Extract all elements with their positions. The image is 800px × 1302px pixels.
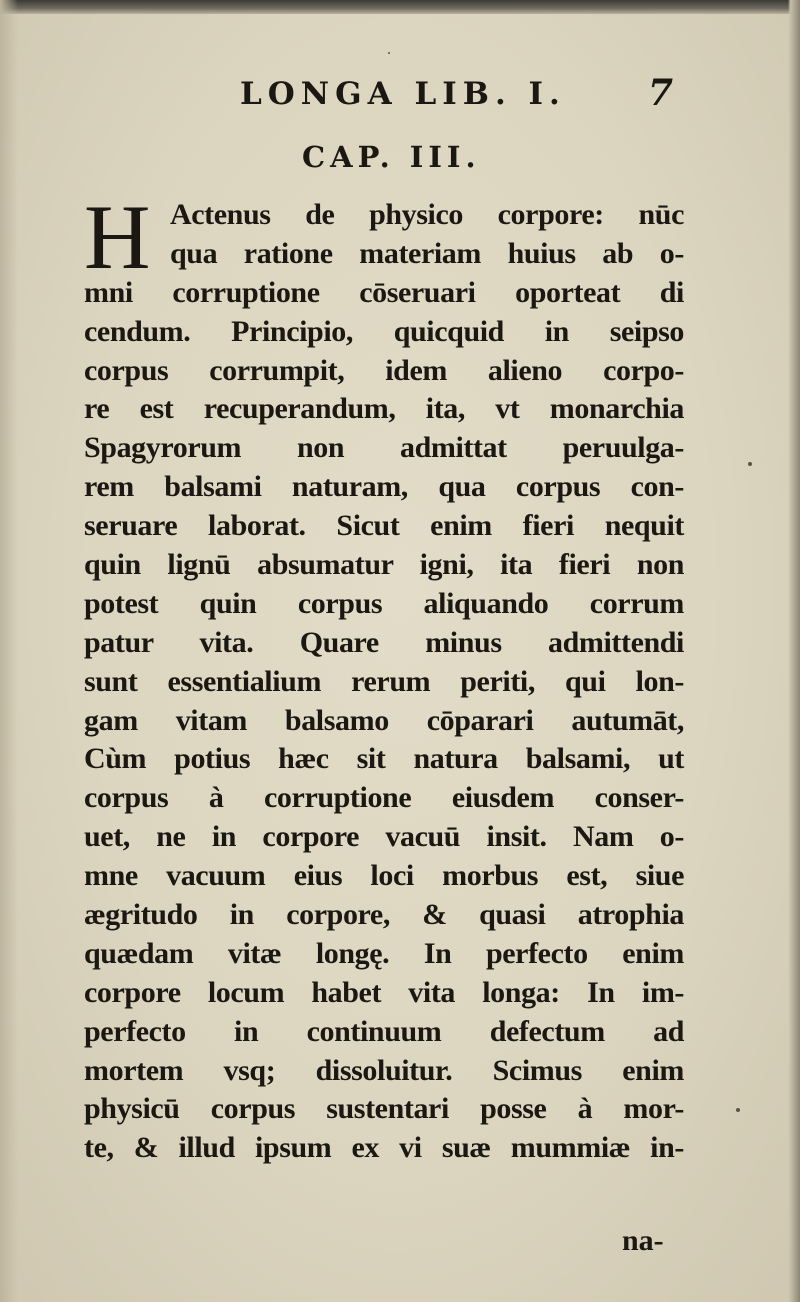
text-line: mni corruptione cōseruari oporteat di [84,275,684,309]
text-line: corpus à corruptione eiusdem conser- [84,781,684,815]
paper-speck [736,1108,740,1112]
text-line: rem balsami naturam, qua corpus con- [84,470,684,504]
text-line: perfecto in continuum defectum ad [84,1014,684,1048]
text-line: gam vitam balsamo cōparari autumāt, [84,703,684,737]
text-line: patur vita. Quare minus admittendi [84,625,684,659]
page-gutter-shade [0,0,18,1302]
text-line: Spagyrorum non admittat peruulga- [84,431,684,465]
text-line: quædam vitæ longę. In perfecto enim [84,936,684,970]
text-line: seruare laborat. Sicut enim fieri nequit [84,509,684,543]
paper-speck [748,462,752,466]
running-head: LONGA LIB. I. [240,76,566,112]
text-line: quin lignū absumatur igni, ita fieri non [84,548,684,582]
text-line: sunt essentialium rerum periti, qui lon- [84,664,684,698]
text-line: mne vacuum eius loci morbus est, siue [84,859,684,893]
text-line: qua ratione materiam huius ab o- [170,236,684,270]
text-line: corpus corrumpit, idem alieno corpo- [84,353,684,387]
text-line: physicū corpus sustentari posse à mor- [84,1092,684,1126]
text-line: cendum. Principio, quicquid in seipso [84,314,684,348]
text-line: te, & illud ipsum ex vi suæ mummiæ in- [84,1131,684,1165]
catchword: na- [622,1224,664,1257]
page-top-edge [0,0,800,14]
text-line: mortem vsq; dissoluitur. Scimus enim [84,1053,684,1087]
text-line: corpore locum habet vita longa: In im- [84,975,684,1009]
text-line: potest quin corpus aliquando corrum [84,586,684,620]
text-line: Cùm potius hæc sit natura balsami, ut [84,742,684,776]
text-line: re est recuperandum, ita, vt monarchia [84,392,684,426]
drop-initial: H [84,186,151,288]
text-line: ægritudo in corpore, & quasi atrophia [84,898,684,932]
text-line: Actenus de physico corpore: nūc [170,198,684,231]
text-line: uet, ne in corpore vacuū insit. Nam o- [84,820,684,854]
chapter-heading: CAP. III. [302,140,481,174]
page-number: 7 [648,72,674,114]
body-text [84,186,684,1168]
paper-speck [388,52,390,54]
page-right-edge [788,0,800,1302]
